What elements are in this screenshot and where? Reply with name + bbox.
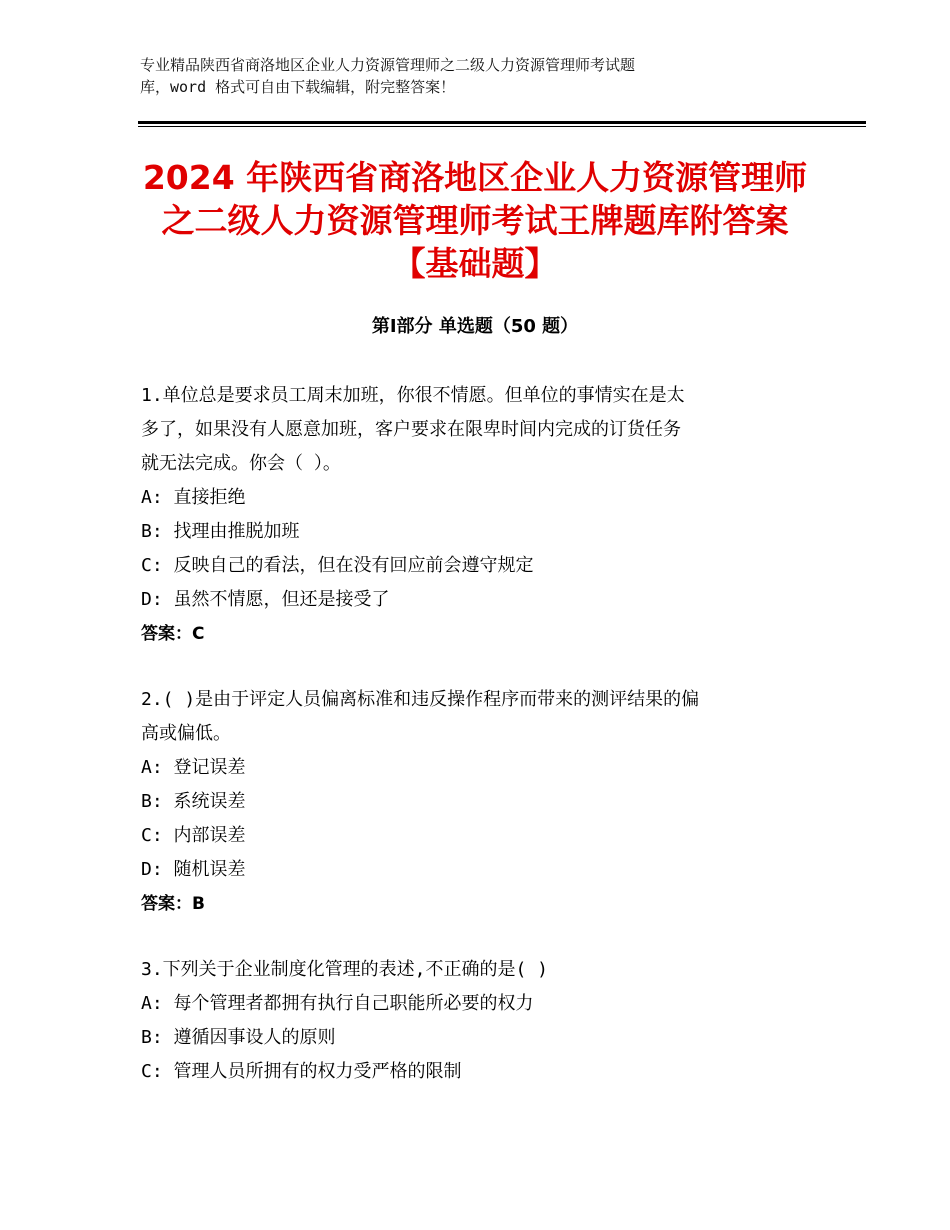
question-list — [141, 379, 821, 1121]
question-answer: 答案：C — [141, 624, 205, 644]
question-block — [141, 683, 821, 921]
question-option: A: 每个管理者都拥有执行自己职能所必要的权力 — [141, 993, 534, 1014]
question-option: A: 直接拒绝 — [141, 487, 246, 508]
question-stem-line: 高或偏低。 — [141, 723, 231, 744]
question-stem-line: 多了，如果没有人愿意加班，客户要求在限卑时间内完成的订货任务 — [141, 419, 681, 440]
question-option: B: 找理由推脱加班 — [141, 521, 300, 542]
header-note-line-2: 库，word 格式可自由下载编辑，附完整答案！ — [140, 78, 456, 96]
question-option: C: 反映自己的看法，但在没有回应前会遵守规定 — [141, 555, 534, 576]
question-option: D: 随机误差 — [141, 859, 246, 880]
question-option: D: 虽然不情愿，但还是接受了 — [141, 589, 390, 610]
title-line-2: 之二级人力资源管理师考试王牌题库附答案 — [161, 201, 789, 240]
header-divider-thick — [138, 121, 866, 124]
question-block — [141, 379, 821, 651]
document-title — [110, 156, 840, 285]
header-divider-thin — [138, 126, 866, 127]
section-title: 第Ⅰ部分 单选题（50 题） — [371, 316, 579, 337]
question-option: C: 管理人员所拥有的权力受严格的限制 — [141, 1061, 462, 1082]
question-stem-line: 就无法完成。你会（ ）。 — [141, 453, 341, 474]
header-note-line-1: 专业精品陕西省商洛地区企业人力资源管理师之二级人力资源管理师考试题 — [140, 56, 636, 74]
question-option: B: 系统误差 — [141, 791, 246, 812]
question-stem-line: 1.单位总是要求员工周末加班，你很不情愿。但单位的事情实在是太 — [141, 385, 685, 406]
title-line-3: 【基础题】 — [392, 244, 558, 283]
question-stem-line: 3.下列关于企业制度化管理的表述,不正确的是( ) — [141, 959, 549, 980]
title-line-1: 2024 年陕西省商洛地区企业人力资源管理师 — [142, 158, 808, 197]
question-option: A: 登记误差 — [141, 757, 246, 778]
question-answer: 答案：B — [141, 894, 205, 914]
question-stem-line: 2.( )是由于评定人员偏离标准和违反操作程序而带来的测评结果的偏 — [141, 689, 700, 710]
question-option: B: 遵循因事设人的原则 — [141, 1027, 336, 1048]
question-block — [141, 953, 821, 1089]
question-option: C: 内部误差 — [141, 825, 246, 846]
header-note — [140, 54, 790, 98]
